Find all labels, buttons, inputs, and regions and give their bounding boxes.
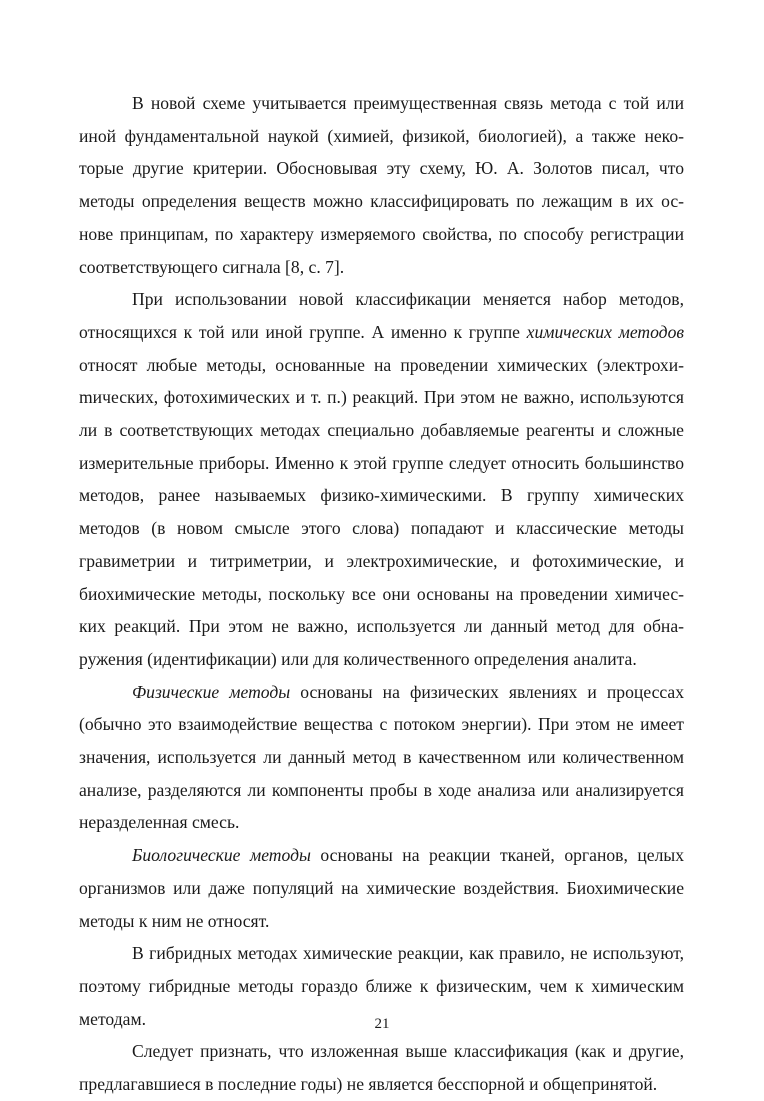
paragraph-text: При использовании новой классификации меняется набор методов, относящихся к той или иной группе. А именно к группе: [79, 289, 684, 342]
paragraph-classification-scheme: [79, 87, 684, 283]
paragraph-text: В гибридных методах химические реакции, как правило, не используют, поэтому гибридные методы гораздо ближе к физическим, чем к химическим методам.: [79, 943, 684, 1029]
term-biological-methods: Биологические методы: [132, 845, 311, 866]
body-text: [79, 87, 684, 1101]
paragraph-text: основаны на физических явлениях и процессах (обычно это взаимодействие вещества с потоком энергии). При этом не имеет значения, используется ли данный метод в качественном или количественном анализе, разделяются ли компоненты пробы в ходе анализа или анализируется неразделенная смесь.: [79, 681, 685, 833]
paragraph-text: Следует признать, что изложенная выше классификация (как и другие, предлагавшиеся в последние годы) не является бесспорной и общепринятой.: [79, 1041, 684, 1095]
paragraph-conclusion: [79, 1035, 684, 1100]
term-physical-methods: Физические методы: [132, 681, 291, 702]
paragraph-biological-methods: [79, 839, 684, 937]
page-number: 21: [374, 1016, 390, 1032]
paragraph-chemical-methods: [79, 283, 684, 675]
paragraph-text: относят любые методы, основанные на проведении химических (электрохиmических, фотохимических и т. п.) реакций. При этом не важно, используются ли в соответствующих методах специально добавляемые реагенты и сложные измерительные приборы. Именно к этой группе следует относить большинство методов, ранее называемых физико-химическими. В группу химических методов (в новом смысле этого слова) попадают и классические методы гравиметрии и титриметрии, и электрохимические, и фотохимические, и биохимические методы, поскольку все они основаны на проведении химических реакций. При этом не важно, используется ли данный метод для обнаружения (идентификации) или для количественного определения аналита.: [79, 354, 684, 669]
paragraph-physical-methods: [79, 676, 684, 840]
paragraph-text: основаны на реакции тканей, органов, целых организмов или даже популяций на химические воздействия. Биохимические методы к ним не относят.: [79, 845, 684, 931]
paragraph-text: В новой схеме учитывается преимущественная связь метода с той или иной фундаментальной наукой (химией, физикой, биологией), а также некоторые другие критерии. Обосновывая эту схему, Ю. А. Золотов писал, что методы определения веществ можно классифицировать по лежащим в их основе принципам, по характеру измеряемого свойства, по способу регистрации соответствующего сигнала [8, с. 7].: [79, 93, 684, 277]
term-chemical-methods: химических методов: [526, 321, 685, 342]
